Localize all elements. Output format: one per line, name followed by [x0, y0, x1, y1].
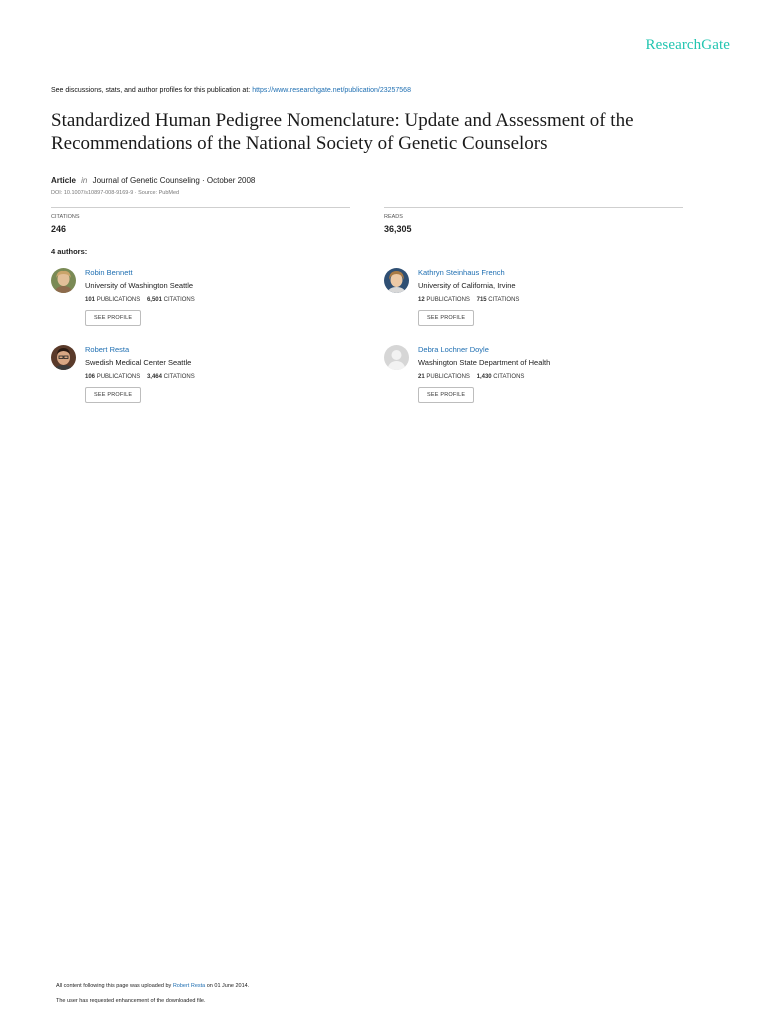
author-avatar[interactable] — [51, 345, 76, 370]
citations-count: 3,464 — [146, 374, 162, 380]
see-profile-button[interactable]: SEE PROFILE — [418, 310, 474, 326]
see-profile-button[interactable]: SEE PROFILE — [418, 387, 474, 403]
author-avatar[interactable] — [384, 345, 409, 370]
intro-line — [51, 87, 411, 94]
see-profile-button[interactable]: SEE PROFILE — [85, 387, 141, 403]
author-stats — [418, 374, 678, 380]
publications-label: PUBLICATIONS — [96, 374, 141, 380]
author-institution: Washington State Department of Health — [418, 358, 551, 367]
author-institution: University of California, Irvine — [418, 281, 516, 290]
researchgate-logo[interactable]: ResearchGate — [645, 37, 730, 53]
citations-label: CITATIONS — [163, 297, 195, 303]
publications-label: PUBLICATIONS — [426, 374, 470, 380]
reads-value: 36,305 — [384, 224, 412, 234]
citations-value: 246 — [51, 224, 67, 234]
upload-prefix: All content following this page was uploaded by — [56, 983, 172, 989]
uploader-link[interactable]: Robert Resta — [172, 983, 206, 989]
publications-count: 21 — [418, 374, 425, 380]
upload-note — [56, 983, 249, 989]
author-name[interactable]: Kathryn Steinhaus French — [418, 268, 505, 277]
intro-text: See discussions, stats, and author profiles for this publication at: — [51, 87, 251, 94]
author-stats — [85, 297, 345, 303]
publication-link[interactable]: https://www.researchgate.net/publication/23257568 — [252, 87, 411, 94]
journal-info: Journal of Genetic Counseling · October 2008 — [92, 176, 256, 185]
doi-line: DOI: 10.1007/s10897-008-9169-9 · Source: PubMed — [51, 190, 180, 196]
author-name[interactable]: Debra Lochner Doyle — [418, 345, 489, 354]
citations-label: CITATIONS — [163, 374, 195, 380]
citations-stat — [51, 207, 350, 234]
author-name[interactable]: Robin Bennett — [85, 268, 133, 277]
author-institution: Swedish Medical Center Seattle — [85, 358, 192, 367]
citations-label: CITATIONS — [51, 214, 80, 220]
enhancement-note: The user has requested enhancement of the downloaded file. — [56, 998, 206, 1004]
publications-label: PUBLICATIONS — [426, 297, 470, 303]
citations-count: 6,501 — [146, 297, 162, 303]
upload-suffix: on 01 June 2014. — [206, 983, 250, 989]
citations-count: 715 — [476, 297, 487, 303]
author-stats — [85, 374, 345, 380]
author-avatar[interactable] — [51, 268, 76, 293]
author-institution: University of Washington Seattle — [85, 281, 194, 290]
see-profile-button[interactable]: SEE PROFILE — [85, 310, 141, 326]
author-stats — [418, 297, 678, 303]
publication-title: Standardized Human Pedigree Nomenclature: Update and Assessment of the Recommendations of the National Society of Genetic Counselors — [51, 110, 634, 154]
author-name[interactable]: Robert Resta — [85, 345, 130, 354]
citations-label: CITATIONS — [488, 297, 520, 303]
reads-label: READS — [384, 214, 403, 220]
in-label: in — [81, 176, 88, 185]
citations-label: CITATIONS — [493, 374, 525, 380]
publication-meta — [51, 176, 255, 185]
reads-stat — [384, 207, 683, 234]
publications-label: PUBLICATIONS — [96, 297, 141, 303]
publications-count: 101 — [85, 297, 96, 303]
publications-count: 106 — [85, 374, 96, 380]
citations-count: 1,430 — [476, 374, 492, 380]
publication-type: Article — [51, 176, 76, 185]
author-avatar[interactable] — [384, 268, 409, 293]
authors-heading: 4 authors: — [51, 247, 88, 256]
publications-count: 12 — [418, 297, 425, 303]
